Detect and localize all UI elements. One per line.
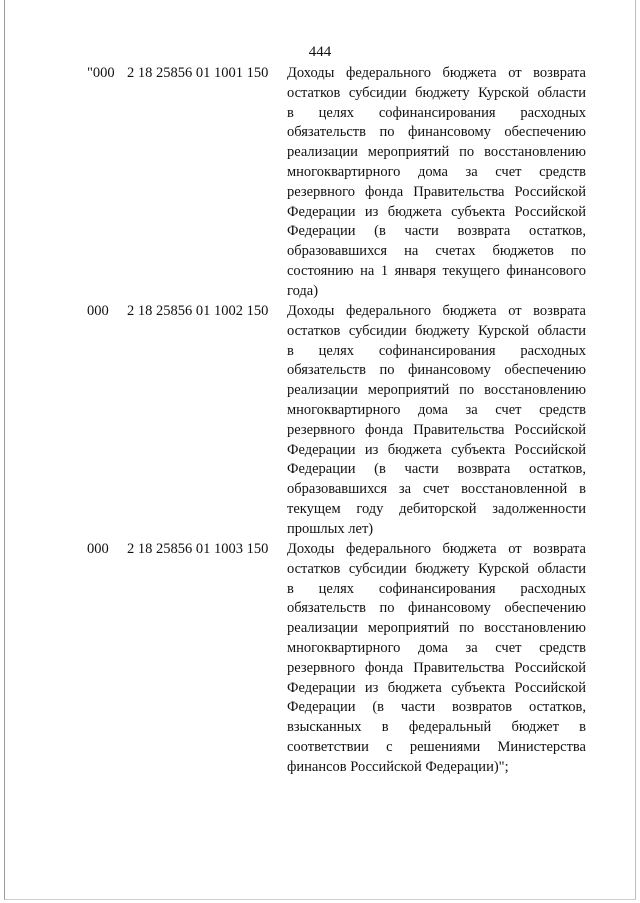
description-line: остатков субсидии бюджету Курской области xyxy=(287,560,586,577)
description-line: года) xyxy=(287,282,319,299)
description-line: взысканных в федеральный бюджет в xyxy=(287,719,586,736)
description-line: Доходы федерального бюджета от возврата xyxy=(287,65,586,81)
description-line: финансов Российской Федерации)"; xyxy=(287,758,509,775)
description-line: в целях софинансирования расходных xyxy=(287,580,586,597)
description-line: Доходы федерального бюджета от возврата xyxy=(287,541,586,557)
description-line: реализации мероприятий по восстановлению xyxy=(287,144,586,161)
description-line: прошлых лет) xyxy=(287,520,374,537)
entry-description xyxy=(287,302,586,540)
description-line: остатков субсидии бюджету Курской области xyxy=(287,84,586,101)
description-line: Федерации (в части возврата остатков, xyxy=(287,461,586,478)
description-line: Федерации из бюджета субъекта Российской xyxy=(287,441,586,458)
description-line: текущем году дебиторской задолженности xyxy=(287,500,586,517)
description-line: образовавшихся на счетах бюджетов по xyxy=(287,243,586,260)
description-line: соответствии с решениями Министерства xyxy=(287,738,586,755)
description-line: в целях софинансирования расходных xyxy=(287,342,586,359)
code-prefix: "000 xyxy=(87,65,115,81)
description-line: Федерации (в части возврата остатков, xyxy=(287,223,586,240)
description-line: Федерации (в части возвратов остатков, xyxy=(287,699,586,716)
description-line: в целях софинансирования расходных xyxy=(287,104,586,121)
description-line: многоквартирного дома за счет средств xyxy=(287,401,586,418)
description-line: многоквартирного дома за счет средств xyxy=(287,163,586,180)
description-line: обязательств по финансовому обеспечению xyxy=(287,362,586,379)
entry-description xyxy=(287,540,586,778)
budget-classification-code: 2 18 25856 01 1003 150 xyxy=(127,541,269,557)
description-line: Доходы федерального бюджета от возврата xyxy=(287,303,586,319)
description-line: обязательств по финансовому обеспечению xyxy=(287,124,586,141)
description-line: резервного фонда Правительства Российской xyxy=(287,659,586,676)
description-line: Федерации из бюджета субъекта Российской xyxy=(287,203,586,220)
description-line: остатков субсидии бюджету Курской области xyxy=(287,322,586,339)
description-line: резервного фонда Правительства Российской xyxy=(287,183,586,200)
description-line: обязательств по финансовому обеспечению xyxy=(287,600,586,617)
description-line: резервного фонда Правительства Российской xyxy=(287,421,586,438)
description-line: многоквартирного дома за счет средств xyxy=(287,639,586,656)
budget-classification-code: 2 18 25856 01 1002 150 xyxy=(127,303,269,319)
code-prefix: 000 xyxy=(87,541,109,557)
description-line: Федерации из бюджета субъекта Российской xyxy=(287,679,586,696)
page-number: 444 xyxy=(308,44,332,60)
description-line: состоянию на 1 января текущего финансового xyxy=(287,262,586,279)
code-prefix: 000 xyxy=(87,303,109,319)
description-line: реализации мероприятий по восстановлению xyxy=(287,382,586,399)
budget-classification-code: 2 18 25856 01 1001 150 xyxy=(127,65,269,81)
entry-description xyxy=(287,64,586,302)
description-line: образовавшихся за счет восстановленной в xyxy=(287,481,586,498)
description-line: реализации мероприятий по восстановлению xyxy=(287,620,586,637)
